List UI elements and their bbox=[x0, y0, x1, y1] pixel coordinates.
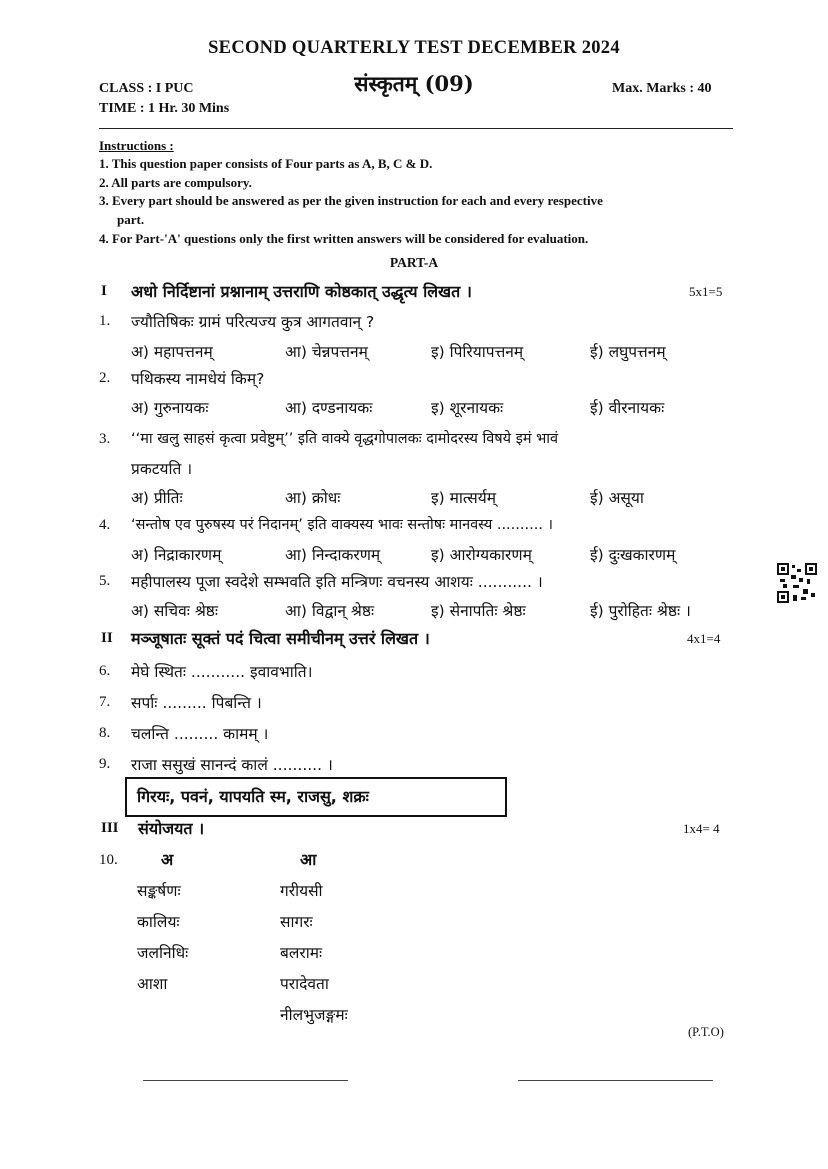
instruction-item: 3. Every part should be answered as per the given instruction for each and every respective bbox=[99, 193, 603, 208]
qr-code-icon bbox=[777, 563, 817, 603]
section-3-instruction: संयोजयत । bbox=[138, 819, 205, 838]
option: ई) असूया bbox=[590, 489, 644, 507]
option: अ) सचिवः श्रेष्ठः bbox=[131, 602, 219, 620]
option: अ) निद्राकारणम् bbox=[131, 546, 222, 564]
question-number: 4. bbox=[99, 517, 111, 533]
option: आ) निन्दाकरणम् bbox=[285, 546, 381, 564]
option: इ) मात्सर्यम् bbox=[431, 489, 497, 507]
column-b-heading: आ bbox=[300, 850, 317, 869]
header-divider bbox=[99, 128, 733, 129]
match-item-b: परादेवता bbox=[280, 975, 329, 993]
instruction-item: 1. This question paper consists of Four parts as A, B, C & D. bbox=[99, 156, 433, 171]
question-text: ‘‘मा खलु साहसं कृत्वा प्रवेष्टुम्’’ इति वाक्ये वृद्धगोपालकः दामोदरस्य विषये इमं भावं bbox=[131, 431, 559, 447]
question-number: 3. bbox=[99, 431, 111, 447]
footer-rule-left bbox=[143, 1080, 348, 1081]
max-marks: Max. Marks : 40 bbox=[612, 81, 712, 96]
question-number: 6. bbox=[99, 663, 111, 679]
section-2-instruction: मञ्जूषातः सूक्तं पदं चित्वा समीचीनम् उत्तरं लिखत । bbox=[131, 629, 430, 648]
match-item-a: आशा bbox=[137, 975, 168, 993]
option: इ) सेनापतिः श्रेष्ठः bbox=[431, 602, 526, 620]
section-3-marks: 1x4= 4 bbox=[683, 821, 720, 836]
match-item-b: बलरामः bbox=[280, 944, 323, 962]
section-2-number: II bbox=[101, 630, 113, 646]
option: इ) शूरनायकः bbox=[431, 399, 504, 417]
option: ई) दुःखकारणम् bbox=[590, 546, 676, 564]
option: ई) पुरोहितः श्रेष्ठः । bbox=[590, 602, 691, 620]
match-item-a: सङ्कर्षणः bbox=[137, 882, 181, 900]
instruction-item: part. bbox=[117, 212, 145, 227]
section-3-number: III bbox=[101, 820, 119, 836]
question-text: चलन्ति ......... कामम् । bbox=[131, 725, 269, 743]
match-item-a: जलनिधिः bbox=[137, 944, 189, 962]
match-item-b: नीलभुजङ्गमः bbox=[280, 1006, 348, 1024]
instructions-heading: Instructions : bbox=[99, 138, 174, 153]
option: आ) दण्डनायकः bbox=[285, 399, 373, 417]
question-number: 8. bbox=[99, 725, 111, 741]
instruction-item: 4. For Part-'A' questions only the first written answers will be considered for evaluation. bbox=[99, 231, 589, 246]
match-item-b: सागरः bbox=[280, 913, 313, 931]
time-label: TIME : 1 Hr. 30 Mins bbox=[99, 101, 230, 116]
class-label: CLASS : I PUC bbox=[99, 81, 194, 96]
question-text: राजा ससुखं सानन्दं कालं .......... । bbox=[131, 756, 333, 774]
question-text-continued: प्रकटयति । bbox=[131, 460, 193, 478]
question-number: 5. bbox=[99, 573, 111, 589]
option: अ) महापत्तनम् bbox=[131, 343, 213, 361]
page-turn-note: (P.T.O) bbox=[688, 1025, 724, 1039]
option: आ) क्रोधः bbox=[285, 489, 341, 507]
footer-rule-right bbox=[518, 1080, 713, 1081]
question-text: महीपालस्य पूजा स्वदेशे सम्भवति इति मन्त्रिणः वचनस्य आशयः ........... । bbox=[131, 573, 543, 591]
section-1-number: I bbox=[101, 283, 107, 299]
option: ई) वीरनायकः bbox=[590, 399, 665, 417]
column-a-heading: अ bbox=[161, 850, 174, 869]
question-number: 9. bbox=[99, 756, 111, 772]
question-text: सर्पाः ......... पिबन्ति । bbox=[131, 694, 262, 712]
option: अ) गुरुनायकः bbox=[131, 399, 209, 417]
word-box bbox=[125, 777, 507, 817]
option: आ) चेन्नपत्तनम् bbox=[285, 343, 368, 361]
question-number: 7. bbox=[99, 694, 111, 710]
question-text: मेघे स्थितः ........... इवावभाति। bbox=[131, 663, 313, 681]
question-text: पथिकस्य नामधेयं किम्? bbox=[131, 370, 265, 388]
option: ई) लघुपत्तनम् bbox=[590, 343, 666, 361]
question-number: 2. bbox=[99, 370, 111, 386]
word-box-text: गिरयः, पवनं, यापयति स्म, राजसु, शक्रः bbox=[137, 787, 369, 806]
match-item-b: गरीयसी bbox=[280, 882, 323, 900]
section-1-marks: 5x1=5 bbox=[689, 284, 723, 299]
question-number: 10. bbox=[99, 852, 118, 868]
question-text: ‘सन्तोष एव पुरुषस्य परं निदानम्’ इति वाक्यस्य भावः सन्तोषः मानवस्य .......... । bbox=[131, 517, 554, 533]
instruction-item: 2. All parts are compulsory. bbox=[99, 175, 252, 190]
option: इ) पिरियापत्तनम् bbox=[431, 343, 524, 361]
subject-title: संस्कृतम् (09) bbox=[354, 71, 474, 96]
option: अ) प्रीतिः bbox=[131, 489, 183, 507]
match-item-a: कालियः bbox=[137, 913, 180, 931]
option: आ) विद्वान् श्रेष्ठः bbox=[285, 602, 375, 620]
part-a-heading: PART-A bbox=[389, 255, 439, 270]
question-number: 1. bbox=[99, 313, 111, 329]
exam-title: SECOND QUARTERLY TEST DECEMBER 2024 bbox=[208, 38, 620, 58]
option: इ) आरोग्यकारणम् bbox=[431, 546, 532, 564]
section-2-marks: 4x1=4 bbox=[687, 631, 721, 646]
question-text: ज्यौतिषिकः ग्रामं परित्यज्य कुत्र आगतवान् ? bbox=[131, 313, 375, 331]
section-1-instruction: अधो निर्दिष्टानां प्रश्नानाम् उत्तराणि कोष्ठकात् उद्धृत्य लिखत । bbox=[131, 282, 472, 301]
